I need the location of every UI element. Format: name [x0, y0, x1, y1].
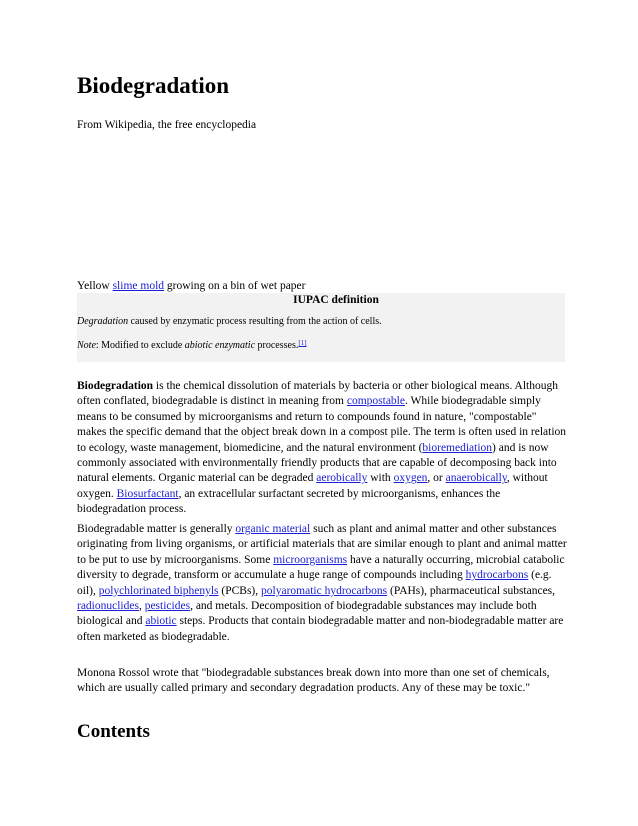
link-biosurfactant[interactable]: Biosurfactant: [116, 487, 179, 500]
link-organic-material[interactable]: organic material: [235, 523, 311, 535]
link-polyaromatic-hydrocarbons[interactable]: polyaromatic hydrocarbons: [261, 584, 388, 597]
paragraph-intro: Biodegradation is the chemical dissolution of materials by bacteria or other biological means. Although often conflated, biodegradable is distinct in meaning from compostable. While biodegradable simply means to be consumed by microorganisms and return to compounds found in nature, "compostable" makes the specific demand that the object break down in a compost pile. The term is often used in relation to ecology, waste management, biomedicine, and the natural environment (bioremediation) and is now commonly associated with environmentally friendly products that are capable of decomposing back into natural elements. Organic material can be degraded aerobically with oxygen, or anaerobically, without oxygen. Biosurfactant, an extracellular surfactant secreted by microorganisms, enhances the biodegradation process.: [77, 380, 567, 516]
link-bioremediation[interactable]: bioremediation: [422, 441, 493, 454]
link-slime-mold[interactable]: slime mold: [112, 280, 165, 292]
link-abiotic[interactable]: abiotic: [145, 615, 177, 628]
paragraph-rossol-quote: Monona Rossol wrote that "biodegradable substances break down into more than one set of chemicals, which are usually called primary and secondary degradation products. Any of these may be toxic.": [77, 667, 550, 695]
link-oxygen[interactable]: oxygen: [393, 472, 428, 485]
iupac-definition: Degradation caused by enzymatic process resulting from the action of cells.: [77, 316, 382, 327]
page-subtitle: From Wikipedia, the free encyclopedia: [77, 119, 257, 131]
page-title: Biodegradation: [77, 73, 230, 98]
link-hydrocarbons[interactable]: hydrocarbons: [465, 569, 529, 582]
iupac-heading: IUPAC definition: [293, 294, 379, 306]
link-pesticides[interactable]: pesticides: [144, 600, 191, 613]
reference-link[interactable]: [1]: [298, 339, 307, 347]
link-aerobically[interactable]: aerobically: [316, 472, 368, 485]
figure-image-placeholder: [77, 140, 297, 270]
link-radionuclides[interactable]: radionuclides: [77, 600, 139, 613]
link-anaerobically[interactable]: anaerobically: [445, 472, 507, 485]
figure-caption: Yellow slime mold growing on a bin of wet paper: [77, 280, 306, 292]
contents-heading: Contents: [77, 721, 150, 742]
link-microorganisms[interactable]: microorganisms: [273, 553, 348, 566]
link-compostable[interactable]: compostable: [346, 395, 405, 408]
paragraph-biodegradable-matter: Biodegradable matter is generally organic material such as plant and animal matter and other substances originating from living organisms, or artificial materials that are similar enough to plant and animal matter to be put to use by microorganisms. Some microorganisms have a naturally occurring, microbial catabolic diversity to degrade, transform or accumulate a huge range of compounds including hydrocarbons (e.g. oil), polychlorinated biphenyls (PCBs), polyaromatic hydrocarbons (PAHs), pharmaceutical substances, radionuclides, pesticides, and metals. Decomposition of biodegradable substances may include both biological and abiotic steps. Products that contain biodegradable matter and non-biodegradable matter are often marketed as biodegradable.: [77, 523, 567, 643]
link-polychlorinated-biphenyls[interactable]: polychlorinated biphenyls: [98, 584, 219, 597]
iupac-definition-box: [77, 293, 565, 362]
iupac-note: Note: Modified to exclude abiotic enzymatic processes.[1]: [77, 339, 307, 351]
